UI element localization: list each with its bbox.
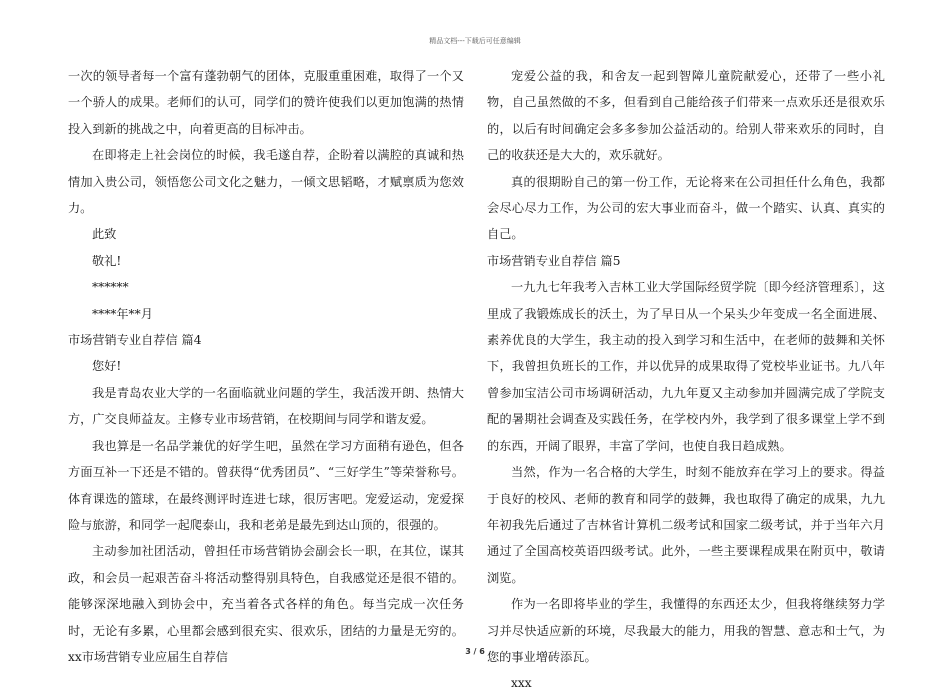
paragraph: 主动参加社团活动，曾担任市场营销协会副会长一职，在其位，谋其政，和会员一起艰苦奋斗将活动整得别具特色，自我感觉还是很不错的。能够深深地融入到协会中，充当着各式各样的角色。每当完成一次任务时，无论有多累，心里都会感到很充实、很欢乐，团结的力量是无穷的。xx市场营销专业应届生自荐信 <box>68 544 464 664</box>
paragraph: 此致 <box>92 227 117 242</box>
paragraph: 真的很期盼自己的第一份工作，无论将来在公司担任什么角色，我都会尽心尽力工作，为公司的宏大事业而奋斗，做一个踏实、认真、真实的自己。 <box>487 174 885 242</box>
paragraph: 您好! <box>92 359 122 374</box>
paragraph: 敬礼! <box>92 253 122 268</box>
paragraph: 我是青岛农业大学的一名面临就业问题的学生，我活泼开朗、热情大方，广交良师益友。主修专业市场营销，在校期间与同学和谐友爱。 <box>68 385 464 427</box>
paragraph: 宠爱公益的我，和舍友一起到智障儿童院献爱心，还带了一些小礼物，自己虽然做的不多，但看到自己能给孩子们带来一点欢乐还是很欢乐的，以后有时间确定会多多参加公益活动的。给别人带来欢乐的同时，自己的收获还是大大的，欢乐就好。 <box>487 69 885 163</box>
paragraph: 当然，作为一名合格的大学生，时刻不能放弃在学习上的要求。得益于良好的校风、老师的教育和同学的鼓舞，我也取得了确定的成果，九九年初我先后通过了吉林省计算机二级考试和国家二级考试，并于当年六月通过了全国高校英语四级考试。此外，一些主要课程成果在附页中，敬请浏览。 <box>487 465 885 585</box>
right-column <box>487 63 885 697</box>
signature: xxx <box>511 676 532 691</box>
page-header: 精品文档---下载后可任意编辑 <box>429 37 521 45</box>
paragraph: 我也算是一名品学兼优的好学生吧，虽然在学习方面稍有逊色，但各方面互补一下还是不错的。曾获得“优秀团员”、“三好学生”等荣誉称号。体育课选的篮球，在最终测评时连进七球，很厉害吧。宠爱运动，宠爱探险与旅游，和同学一起爬泰山，我和老弟是最先到达山顶的，很强的。 <box>68 438 464 532</box>
section-heading: 市场营销专业自荐信 篇4 <box>68 333 202 348</box>
paragraph: 一次的领导者每一个富有蓬勃朝气的团体，克服重重困难，取得了一个又一个骄人的成果。老师们的认可，同学们的赞许使我们以更加饱满的热情投入到新的挑战之中，向着更高的目标冲击。 <box>68 69 464 136</box>
paragraph: 作为一名即将毕业的学生，我懂得的东西还太少，但我将继续努力学习并尽快适应新的环境，尽我最大的能力，用我的智慧、意志和士气，为您的事业增砖添瓦。 <box>487 597 885 664</box>
paragraph: ****年**月 <box>92 306 153 321</box>
left-column <box>68 63 464 670</box>
paragraph: 一九九七年我考入吉林工业大学国际经贸学院〔即今经济管理系〕，这里成了我锻炼成长的沃土，为了早日从一个呆头少年变成一名全面进展、素养优良的大学生，我主动的投入到学习和生活中，在老师的鼓舞和关怀下，我曾担负班长的工作，并以优异的成果取得了党校毕业证书。九八年曾参加宝洁公司市场调研活动，九九年夏又主动参加并圆满完成了学院支配的暑期社会调查及实践任务，在学校内外，我学到了很多课堂上学不到的东西，开阔了眼界，丰富了学问，也使自我日趋成熟。 <box>487 280 885 453</box>
section-heading: 市场营销专业自荐信 篇5 <box>487 253 621 268</box>
page-number: 3 / 6 <box>465 647 485 656</box>
paragraph: 在即将走上社会岗位的时候，我毛遂自荐，企盼着以满腔的真诚和热情加入贵公司，领悟您公司文化之魅力，一倾文思韬略，才赋禀质为您效力。 <box>68 148 464 216</box>
paragraph: ****** <box>92 280 129 295</box>
